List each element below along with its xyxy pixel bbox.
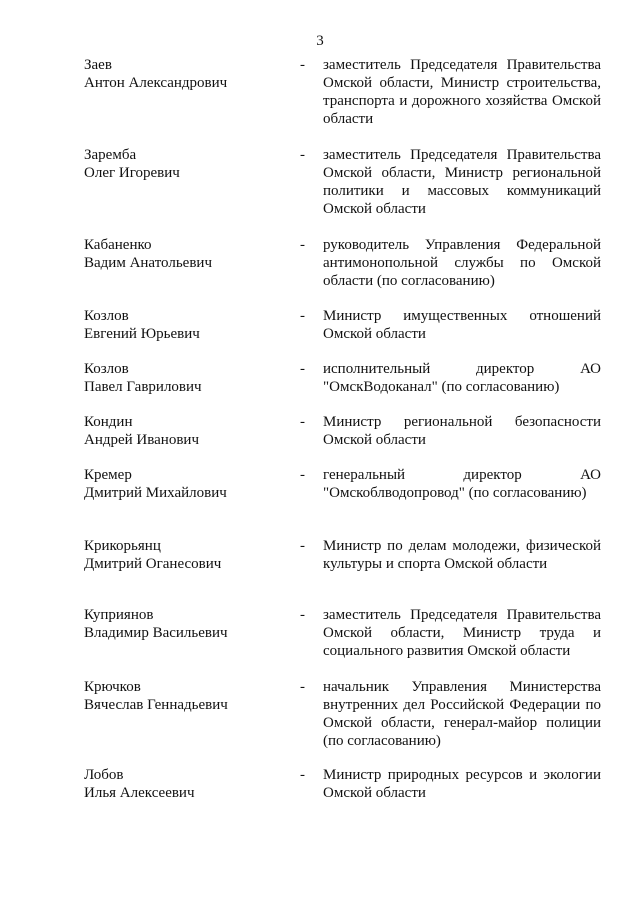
- position-title: начальник Управления Министерства внутренних дел Российской Федерации по Омской области, генерал-майор полиции (по согласованию): [323, 679, 601, 749]
- given-name: Евгений Юрьевич: [84, 326, 200, 342]
- given-name: Владимир Васильевич: [84, 625, 228, 641]
- position-title: Министр по делам молодежи, физической культуры и спорта Омской области: [323, 538, 601, 572]
- given-name: Дмитрий Оганесович: [84, 556, 222, 572]
- surname: Козлов: [84, 361, 129, 377]
- person-name: [84, 678, 294, 714]
- person-name: [84, 146, 294, 182]
- dash-separator: -: [300, 538, 305, 554]
- page-number: 3: [316, 33, 324, 49]
- surname: Крючков: [84, 679, 141, 695]
- dash-separator: -: [300, 308, 305, 324]
- person-name: [84, 766, 294, 802]
- person-name: [84, 413, 294, 449]
- surname: Кремер: [84, 467, 132, 483]
- surname: Куприянов: [84, 607, 154, 623]
- surname: Заремба: [84, 147, 137, 163]
- position-title: заместитель Председателя Правительства Омской области, Министр строительства, транспорта и дорожного хозяйства Омской области: [323, 57, 601, 127]
- position-title: Министр природных ресурсов и экологии Омской области: [323, 767, 601, 801]
- position-title: руководитель Управления Федеральной антимонопольной службы по Омской области (по согласованию): [323, 237, 601, 289]
- surname: Заев: [84, 57, 112, 73]
- person-name: [84, 537, 294, 573]
- dash-separator: -: [300, 679, 305, 695]
- given-name: Андрей Иванович: [84, 432, 199, 448]
- person-name: [84, 466, 294, 502]
- surname: Кабаненко: [84, 237, 152, 253]
- surname: Крикорьянц: [84, 538, 161, 554]
- position-title: Министр имущественных отношений Омской области: [323, 308, 601, 342]
- position-title: исполнительный директор АО "ОмскВодоканал" (по согласованию): [323, 361, 601, 395]
- person-name: [84, 360, 294, 396]
- given-name: Вячеслав Геннадьевич: [84, 697, 228, 713]
- person-name: [84, 236, 294, 272]
- surname: Лобов: [84, 767, 124, 783]
- surname: Козлов: [84, 308, 129, 324]
- given-name: Павел Гаврилович: [84, 379, 202, 395]
- surname: Кондин: [84, 414, 133, 430]
- dash-separator: -: [300, 467, 305, 483]
- dash-separator: -: [300, 767, 305, 783]
- dash-separator: -: [300, 414, 305, 430]
- given-name: Антон Александрович: [84, 75, 228, 91]
- position-title: заместитель Председателя Правительства Омской области, Министр региональной политики и массовых коммуникаций Омской области: [323, 147, 601, 217]
- position-title: заместитель Председателя Правительства Омской области, Министр труда и социального развития Омской области: [323, 607, 601, 659]
- given-name: Вадим Анатольевич: [84, 255, 212, 271]
- dash-separator: -: [300, 147, 305, 163]
- person-name: [84, 56, 294, 92]
- dash-separator: -: [300, 361, 305, 377]
- dash-separator: -: [300, 237, 305, 253]
- position-title: Министр региональной безопасности Омской области: [323, 414, 601, 448]
- given-name: Дмитрий Михайлович: [84, 485, 227, 501]
- given-name: Илья Алексеевич: [84, 785, 195, 801]
- person-name: [84, 307, 294, 343]
- dash-separator: -: [300, 607, 305, 623]
- given-name: Олег Игоревич: [84, 165, 180, 181]
- position-title: генеральный директор АО "Омскоблводопровод" (по согласованию): [323, 467, 601, 501]
- person-name: [84, 606, 294, 642]
- dash-separator: -: [300, 57, 305, 73]
